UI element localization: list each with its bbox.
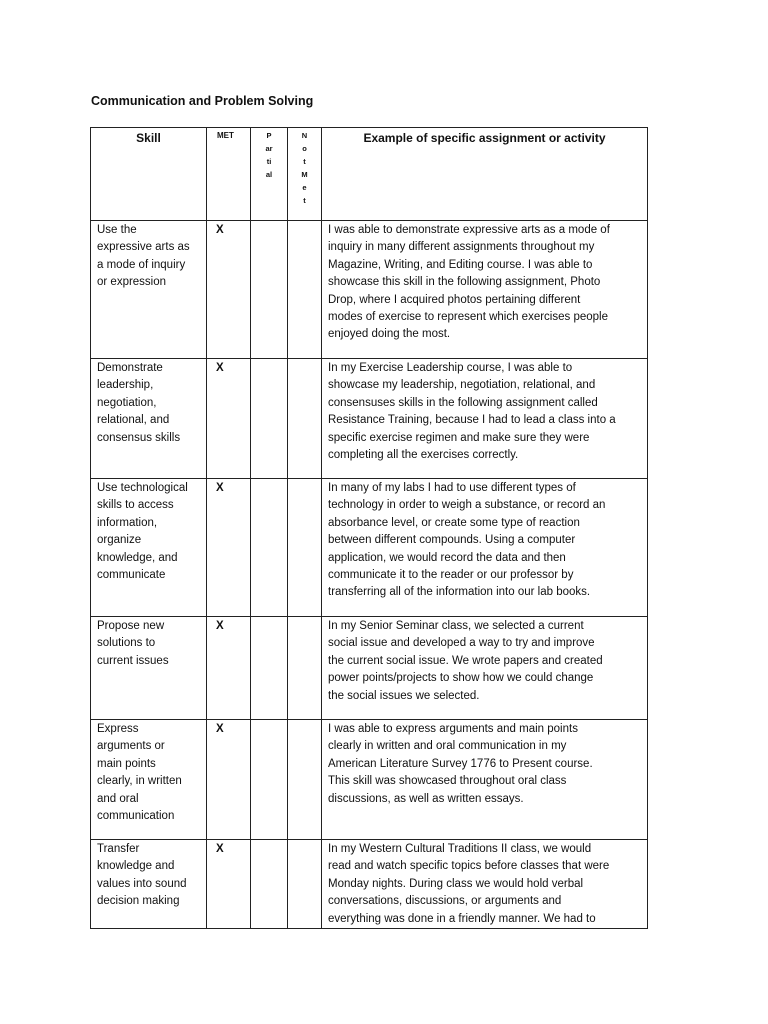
example-line: Drop, where I acquired photos pertaining different <box>328 293 581 306</box>
example-line: I was able to demonstrate expressive arts as a mode of <box>328 224 610 236</box>
example-line: clearly in written and oral communication in my <box>328 740 567 753</box>
header-not-met <box>288 128 322 221</box>
skill-line: Transfer <box>97 843 140 855</box>
example-line: Monday nights. During class we would hold verbal <box>328 877 584 890</box>
example-line: In my Western Cultural Traditions II class, we would <box>328 843 592 855</box>
not-met-cell <box>288 720 322 840</box>
not-met-cell <box>288 840 322 929</box>
header-not-met-line: M <box>301 170 308 179</box>
table-row <box>91 359 648 479</box>
example-line: American Literature Survey 1776 to Present course. <box>328 757 593 770</box>
header-not-met-line: o <box>302 144 307 153</box>
skill-line: Use the <box>97 224 137 236</box>
skill-line: arguments or <box>97 740 165 753</box>
skill-line: clearly, in written <box>97 775 182 788</box>
skill-cell <box>91 221 207 359</box>
example-cell <box>322 840 648 929</box>
example-line: the current social issue. We wrote papers and created <box>328 654 603 667</box>
header-not-met-line: N <box>301 131 308 140</box>
example-cell <box>322 359 648 479</box>
skills-table <box>90 127 648 929</box>
example-line: everything was done in a friendly manner. We had to <box>328 912 596 925</box>
skill-line: communicate <box>97 569 166 582</box>
example-line: completing all the exercises correctly. <box>328 449 519 462</box>
example-cell <box>322 720 648 840</box>
skill-line: current issues <box>97 654 169 667</box>
partial-cell <box>251 617 288 720</box>
met-cell: X <box>207 720 251 840</box>
example-cell <box>322 479 648 617</box>
skill-line: knowledge and <box>97 860 175 873</box>
partial-cell <box>251 479 288 617</box>
header-partial-line: al <box>265 170 273 179</box>
skill-line: Propose new <box>97 620 165 632</box>
header-not-met-line: e <box>302 183 307 192</box>
met-cell: X <box>207 479 251 617</box>
header-skill: Skill <box>91 128 207 221</box>
example-line: application, we would record the data and then <box>328 551 566 564</box>
skill-line: Express <box>97 723 139 735</box>
table-row <box>91 617 648 720</box>
skill-line: expressive arts as <box>97 241 190 254</box>
skill-line: leadership, <box>97 379 154 392</box>
example-line: the social issues we selected. <box>328 689 480 702</box>
header-met: MET <box>207 128 251 221</box>
not-met-cell <box>288 359 322 479</box>
skill-line: communication <box>97 810 175 823</box>
header-example: Example of specific assignment or activity <box>322 128 648 221</box>
header-partial-line: ti <box>266 157 272 166</box>
skill-line: values into sound <box>97 877 187 890</box>
table-row <box>91 840 648 929</box>
partial-cell <box>251 840 288 929</box>
skill-line: relational, and <box>97 414 170 427</box>
header-partial <box>251 128 288 221</box>
met-cell: X <box>207 359 251 479</box>
document-title: Communication and Problem Solving <box>91 94 314 108</box>
example-line: specific exercise regimen and make sure they were <box>328 431 590 444</box>
example-line: power points/projects to show how we could change <box>328 672 594 685</box>
example-line: transferring all of the information into our lab books. <box>328 586 591 599</box>
skill-line: information, <box>97 516 158 529</box>
skill-cell <box>91 479 207 617</box>
example-line: between different compounds. Using a computer <box>328 534 576 547</box>
example-line: discussions, as well as written essays. <box>328 792 524 805</box>
skill-cell <box>91 359 207 479</box>
not-met-cell <box>288 221 322 359</box>
skill-line: a mode of inquiry <box>97 258 186 271</box>
table-row <box>91 720 648 840</box>
header-partial-line: P <box>266 131 272 140</box>
met-cell: X <box>207 221 251 359</box>
skill-cell <box>91 840 207 929</box>
skill-line: negotiation, <box>97 396 157 409</box>
skill-line: main points <box>97 757 156 770</box>
example-line: Resistance Training, because I had to lead a class into a <box>328 414 616 427</box>
example-line: enjoyed doing the most. <box>328 328 451 341</box>
met-cell: X <box>207 840 251 929</box>
example-line: absorbance level, or create some type of reaction <box>328 516 580 529</box>
header-partial-line: ar <box>265 144 273 153</box>
table-row <box>91 479 648 617</box>
met-cell: X <box>207 617 251 720</box>
example-cell <box>322 617 648 720</box>
skill-cell <box>91 617 207 720</box>
partial-cell <box>251 221 288 359</box>
not-met-cell <box>288 479 322 617</box>
example-line: This skill was showcased throughout oral class <box>328 775 567 788</box>
example-line: showcase this skill in the following assignment, Photo <box>328 276 601 289</box>
skill-line: and oral <box>97 792 139 805</box>
skill-line: Demonstrate <box>97 362 163 374</box>
example-line: communicate it to the reader or our professor by <box>328 569 574 582</box>
partial-cell <box>251 359 288 479</box>
example-cell <box>322 221 648 359</box>
example-line: technology in order to weigh a substance, or record an <box>328 499 606 512</box>
not-met-cell <box>288 617 322 720</box>
skill-line: decision making <box>97 895 180 908</box>
example-line: showcase my leadership, negotiation, relational, and <box>328 379 596 392</box>
skill-cell <box>91 720 207 840</box>
skill-line: consensus skills <box>97 431 181 444</box>
skill-line: Use technological <box>97 482 188 494</box>
skill-line: skills to access <box>97 499 174 512</box>
example-line: modes of exercise to represent which exercises people <box>328 311 608 324</box>
example-line: consensuses skills in the following assignment called <box>328 396 598 409</box>
partial-cell <box>251 720 288 840</box>
example-line: inquiry in many different assignments throughout my <box>328 241 595 254</box>
skill-line: organize <box>97 534 142 547</box>
example-line: conversations, discussions, or arguments and <box>328 895 562 908</box>
skill-line: or expression <box>97 276 167 289</box>
header-not-met-line: t <box>303 157 306 166</box>
example-line: In my Senior Seminar class, we selected a current <box>328 620 584 632</box>
skill-line: knowledge, and <box>97 551 178 564</box>
example-line: In my Exercise Leadership course, I was able to <box>328 362 573 374</box>
table-row <box>91 221 648 359</box>
header-not-met-line: t <box>303 196 306 205</box>
example-line: social issue and developed a way to try and improve <box>328 637 595 650</box>
example-line: Magazine, Writing, and Editing course. I was able to <box>328 258 593 271</box>
example-line: In many of my labs I had to use different types of <box>328 482 576 494</box>
table-header-row <box>91 128 648 221</box>
example-line: I was able to express arguments and main points <box>328 723 578 735</box>
skill-line: solutions to <box>97 637 156 650</box>
example-line: read and watch specific topics before classes that were <box>328 860 610 873</box>
